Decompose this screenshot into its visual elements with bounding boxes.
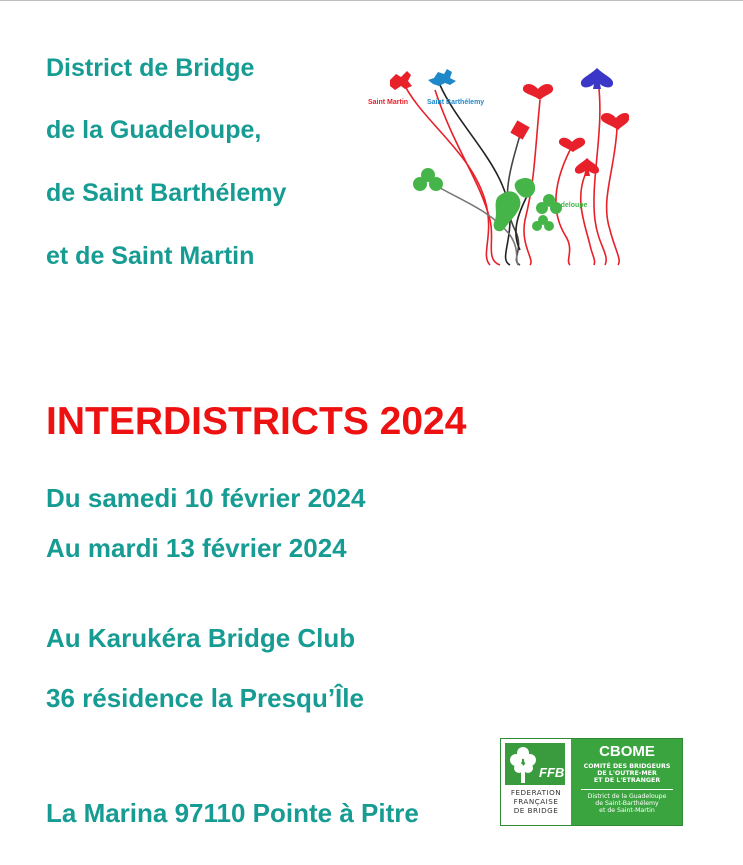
ffb-name-line-1: FEDERATION bbox=[510, 788, 562, 797]
header-line-4: et de Saint Martin bbox=[46, 242, 255, 270]
diamond-icon bbox=[508, 118, 532, 142]
header-line-2: de la Guadeloupe, bbox=[46, 116, 262, 144]
heart-icon bbox=[601, 113, 629, 130]
spade-icon bbox=[575, 158, 599, 176]
cbome-district bbox=[575, 793, 679, 815]
label-saint-barthelemy: Saint Barthélemy bbox=[427, 99, 485, 106]
cbome-subtitle-line-1: COMITÉ DES BRIDGEURS bbox=[583, 763, 671, 770]
event-address-line2: La Marina 97110 Pointe à Pitre bbox=[46, 798, 419, 828]
event-date-from: Du samedi 10 février 2024 bbox=[46, 483, 366, 513]
event-address-line1: 36 résidence la Presqu’Île bbox=[46, 683, 364, 713]
cbome-district-line-1: District de la Guadeloupe bbox=[587, 793, 667, 800]
event-title: INTERDISTRICTS 2024 bbox=[46, 400, 467, 443]
ffb-logo bbox=[501, 739, 571, 825]
label-saint-martin: Saint Martin bbox=[368, 99, 409, 106]
cbome-title: CBOME bbox=[599, 743, 655, 760]
cbome-divider bbox=[581, 789, 673, 790]
cbome-district-line-2: de Saint-Barthélemy bbox=[595, 800, 659, 808]
saint-martin-island bbox=[390, 71, 412, 90]
label-guadeloupe: Guadeloupe bbox=[547, 202, 588, 209]
ffb-name-line-3: DE BRIDGE bbox=[513, 805, 559, 815]
event-venue: Au Karukéra Bridge Club bbox=[46, 623, 356, 653]
event-date-to: Au mardi 13 février 2024 bbox=[46, 533, 347, 563]
heart-icon bbox=[559, 138, 585, 152]
header-line-1: District de Bridge bbox=[46, 54, 255, 82]
ffb-cbome-logo bbox=[500, 738, 683, 826]
saint-barthelemy-island bbox=[428, 69, 456, 86]
ffb-tree-icon bbox=[505, 743, 565, 785]
spade-icon bbox=[581, 68, 613, 89]
ffb-name bbox=[504, 789, 568, 815]
cbome-subtitle-line-2: DE L'OUTRE-MER bbox=[597, 770, 657, 778]
cbome-logo bbox=[571, 739, 683, 825]
cbome-district-line-3: et de Saint-Martin bbox=[599, 807, 655, 815]
district-logo bbox=[360, 60, 630, 270]
top-border bbox=[0, 0, 743, 1]
ffb-letters: FFB bbox=[539, 765, 565, 780]
cbome-subtitle bbox=[575, 763, 679, 785]
ffb-name-line-2: FRANÇAISE bbox=[513, 796, 559, 806]
cbome-subtitle-line-3: ET DE L'ETRANGER bbox=[593, 777, 661, 785]
header-line-3: de Saint Barthélemy bbox=[46, 179, 287, 207]
heart-icon bbox=[523, 84, 553, 100]
